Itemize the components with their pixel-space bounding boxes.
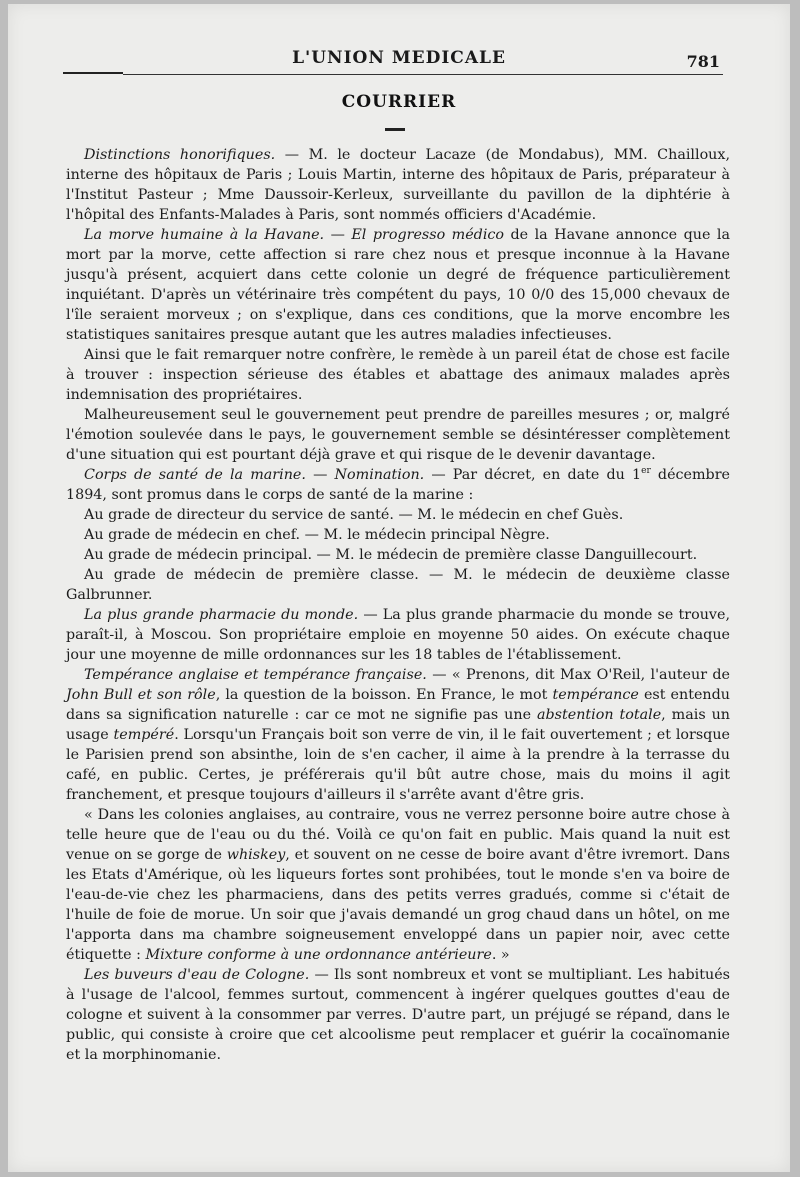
paragraph-text: . Lorsqu'un Français boit son verre de vin, il le fait ouvertement ; et lorsque le Parisien prend son absinthe, loin de s'en cacher, il aime à la prendre à la terrasse du café, en public. Certes, je préférerais qu'il bût autre chose, mais du moins il agit franchement, et presque toujours d'ailleurs il s'arrête avant d'être gris. [66,727,730,803]
paragraph-text: Ainsi que le fait remarquer notre confrère, le remède à un pareil état de chose est facile à trouver : inspection sérieuse des étables et abattage des animaux malades après indemnisation des propriétaires. [66,347,730,403]
paragraph-emphasis: whiskey [226,847,286,863]
paragraph-lead: Tempérance anglaise et tempérance française. [84,667,427,683]
paragraph-emphasis: tempéré [113,727,175,743]
paragraph-text: Malheureusement seul le gouvernement peut prendre de pareilles mesures ; or, malgré l'émotion soulevée dans le pays, le gouvernement semble se désintéresser complètement d'une situation qui est pourtant déjà grave et qui risque de le devenir davantage. [66,407,730,463]
paragraph-text: — Ils sont nombreux et vont se multipliant. Les habitués à l'usage de l'alcool, femmes surtout, commencent à ingérer quelques gouttes d'eau de cologne et suivent à la consommer par verres. D'autre part, un préjugé se répand, dans le public, qui consiste à croire que cet alcoolisme peut remplacer et guérir la cocaïnomanie et la morphinomanie. [66,967,730,1063]
paragraph-text: , la question de la boisson. En France, le mot [215,687,553,703]
paragraph-source: El progresso médico [351,227,505,243]
paragraph-text: . » [491,947,510,963]
paragraph-lead: Distinctions honorifiques. [84,147,276,163]
paragraph-temperance [66,665,730,805]
paragraph-grade-principal [66,545,730,565]
paragraph-text: — M. le docteur Lacaze (de Mondabus), MM. Chailloux, interne des hôpitaux de Paris ; Louis Martin, interne des hôpitaux de Paris, préparateur à l'Institut Pasteur ; Mme Daussoir-Kerleux, surveillante du pavillon de la diphtérie à l'hôpital des Enfants-Malades à Paris, sont nommés officiers d'Académie. [66,147,730,223]
paragraph-pharmacie [66,605,730,665]
paragraph-colonies [66,805,730,965]
journal-title: L'UNION MEDICALE [292,48,506,68]
paragraph-text: « Dans les colonies anglaises, au contraire, vous ne verrez personne boire autre chose à telle heure que de l'eau ou du thé. Voilà ce qu'on fait en public. Mais quand la nuit est venue on se gorge de [66,807,730,863]
paragraph-emphasis: Mixture conforme à une ordonnance antérieure [145,947,492,963]
paragraph-text: — Par décret, en date du 1 [424,467,642,483]
paragraph-lead: La plus grande pharmacie du monde. [84,607,359,623]
paragraph-text: — « Prenons, dit Max O'Reil, l'auteur de [426,667,731,683]
running-header [8,48,790,78]
paragraph-text: Au grade de médecin principal. — M. le médecin de première classe Danguillecourt. [84,547,698,563]
paragraph-text: de la Havane annonce que la mort par la morve, cette affection si rare chez nous et presque inconnue à la Havane jusqu'à présent, acquiert dans cette colonie un degré de fréquence particulièrement inquiétant. D'après un vétérinaire très compétent du pays, 10 0/0 des 15,000 chevaux de l'île seraient morveux ; on s'explique, dans ces conditions, que la morve encombre les statistiques sanitaires presque autant que les autres maladies infectieuses. [66,227,731,343]
paragraph-text: , mais un usage [66,707,731,743]
paragraph-lead: Corps de santé de la marine. [84,467,306,483]
paragraph-text: — La plus grande pharmacie du monde se trouve, paraît-il, à Moscou. Son propriétaire emploie en moyenne 50 aides. On exécute chaque jour une moyenne de mille ordonnances sur les 18 tables de l'établissement. [66,607,730,663]
paragraph-grade-premiere [66,565,730,605]
header-rule-left [63,72,123,74]
paragraph-emphasis: abstention totale [537,707,662,723]
paragraph-text: — [305,467,335,483]
superscript: er [641,466,651,477]
paragraph-marine [66,465,730,505]
header-rule [123,74,723,75]
article-body [66,145,730,1065]
document-page [8,4,790,1172]
section-title: COURRIER [341,92,457,112]
paragraph-grade-directeur [66,505,730,525]
paragraph-text: , et souvent on ne cesse de boire avant d'être ivremort. Dans les Etats d'Amérique, où les liqueurs fortes sont prohibées, tout le monde s'en va boire de l'eau-de-vie chez les pharmaciens, dans des petits verres gradués, comme si c'était de l'huile de foie de morue. Un soir que j'avais demandé un grog chaud dans un hôtel, on me l'apporta dans ma chambre soigneusement enveloppé dans un papier noir, avec cette étiquette : [66,847,730,963]
paragraph-text: — [324,227,352,243]
paragraph-remede [66,345,730,405]
paragraph-grade-chef [66,525,730,545]
paragraph-emphasis: tempérance [552,687,639,703]
paragraph-text: Au grade de médecin en chef. — M. le médecin principal Nègre. [84,527,550,543]
paragraph-title-ref: John Bull et son rôle [66,687,216,703]
page-number: 781 [686,52,720,71]
paragraph-lead: Les buveurs d'eau de Cologne. [84,967,310,983]
paragraph-distinctions [66,145,730,225]
paragraph-cologne [66,965,730,1065]
paragraph-text: décembre 1894, sont promus dans le corps de santé de la marine : [66,467,731,503]
paragraph-text: Au grade de médecin de première classe. — M. le médecin de deuxième classe Galbrunner. [66,567,730,603]
paragraph-lead: La morve humaine à la Havane. [84,227,325,243]
paragraph-text: est entendu dans sa signification naturelle : car ce mot ne signifie pas une [66,687,730,723]
paragraph-sublead: Nomination. [334,467,425,483]
paragraph-gouvernement [66,405,730,465]
paragraph-morve [66,225,730,345]
paragraph-text: Au grade de directeur du service de santé. — M. le médecin en chef Guès. [84,507,624,523]
section-divider [385,128,405,131]
